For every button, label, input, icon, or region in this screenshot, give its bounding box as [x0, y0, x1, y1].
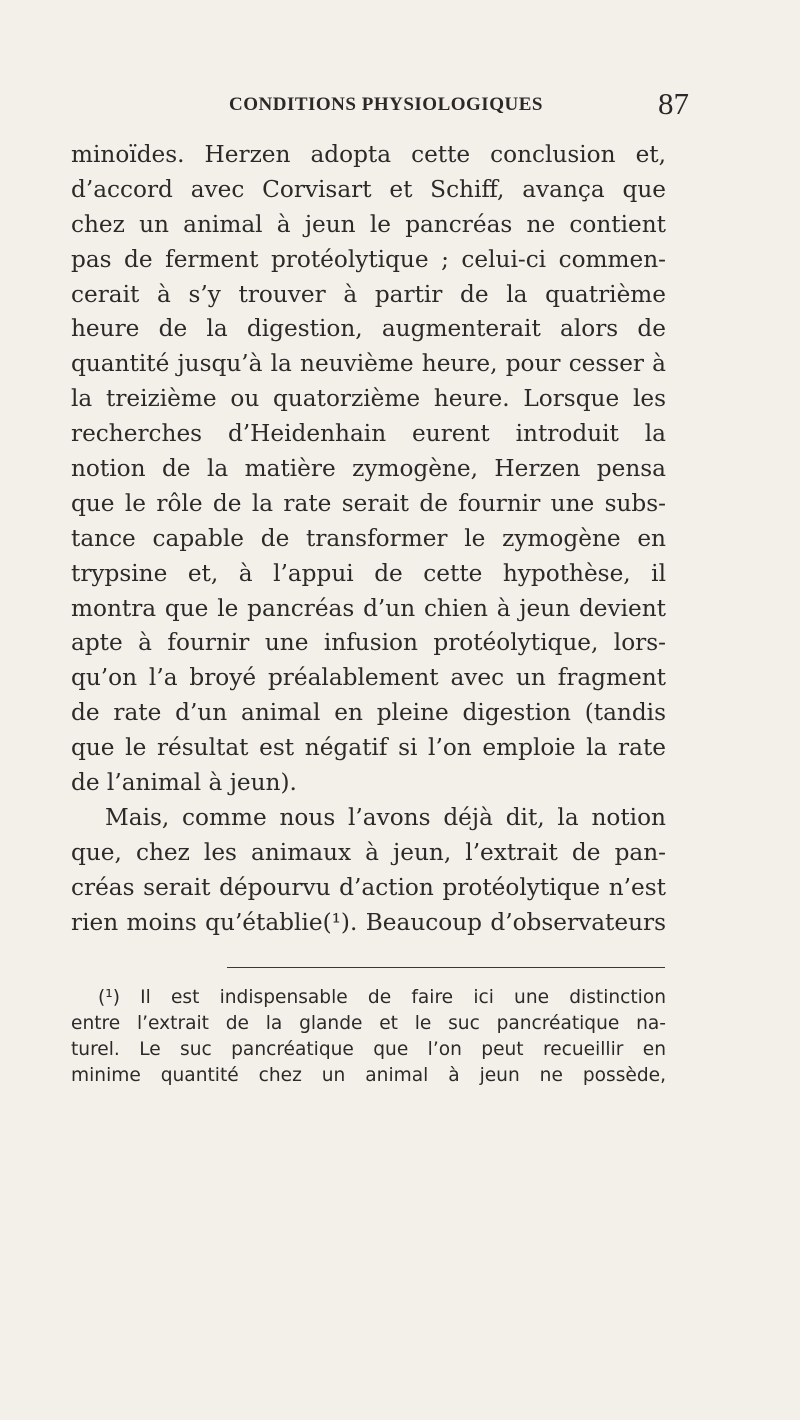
footnote-line: entre l’extrait de la glande et le suc pancréatique na- [71, 1013, 666, 1035]
body-line: heure de la digestion, augmenterait alors de [71, 315, 666, 343]
body-line: que le résultat est négatif si l’on emploie la rate [71, 734, 666, 762]
body-line: d’accord avec Corvisart et Schiff, avança que [71, 175, 666, 203]
body-line: la treizième ou quatorzième heure. Lorsque les [71, 385, 666, 413]
body-line: tance capable de transformer le zymogène en [71, 524, 666, 552]
body-line: créas serait dépourvu d’action protéolytique n’est [71, 873, 666, 901]
body-line: rien moins qu’établie(¹). Beaucoup d’observateurs [71, 908, 666, 936]
body-line: trypsine et, à l’appui de cette hypothèse, il [71, 559, 666, 587]
body-line: pas de ferment protéolytique ; celui-ci commen- [71, 245, 666, 273]
body-line: recherches d’Heidenhain eurent introduit la [71, 420, 666, 448]
running-head-title: CONDITIONS PHYSIOLOGIQUES [229, 94, 543, 115]
body-text [71, 138, 666, 940]
body-line: qu’on l’a broyé préalablement avec un fragment [71, 664, 666, 692]
body-line: montra que le pancréas d’un chien à jeun devient [71, 594, 666, 622]
page-number: 87 [658, 86, 689, 121]
footnote [71, 985, 666, 1089]
running-head [229, 86, 689, 121]
body-line: apte à fournir une infusion protéolytique, lors- [71, 629, 666, 657]
body-line: de rate d’un animal en pleine digestion (tandis [71, 699, 666, 727]
footnote-line: minime quantité chez un animal à jeun ne possède, [71, 1065, 666, 1087]
body-line: que le rôle de la rate serait de fournir une subs- [71, 489, 666, 517]
body-line: notion de la matière zymogène, Herzen pensa [71, 455, 666, 483]
body-line: minoïdes. Herzen adopta cette conclusion et, [71, 141, 666, 168]
body-line: cerait à s’y trouver à partir de la quatrième [71, 280, 666, 308]
footnote-line: (¹) Il est indispensable de faire ici une distinction [98, 987, 666, 1008]
footnote-line: turel. Le suc pancréatique que l’on peut recueillir en [71, 1039, 666, 1061]
footnote-divider [227, 967, 665, 968]
body-line: que, chez les animaux à jeun, l’extrait de pan- [71, 838, 666, 866]
paragraph-start-line: Mais, comme nous l’avons déjà dit, la notion [105, 803, 666, 831]
body-line: quantité jusqu’à la neuvième heure, pour cesser à [71, 350, 666, 378]
paragraph-end-line: de l’animal à jeun). [71, 769, 297, 797]
body-line: chez un animal à jeun le pancréas ne contient [71, 210, 666, 238]
